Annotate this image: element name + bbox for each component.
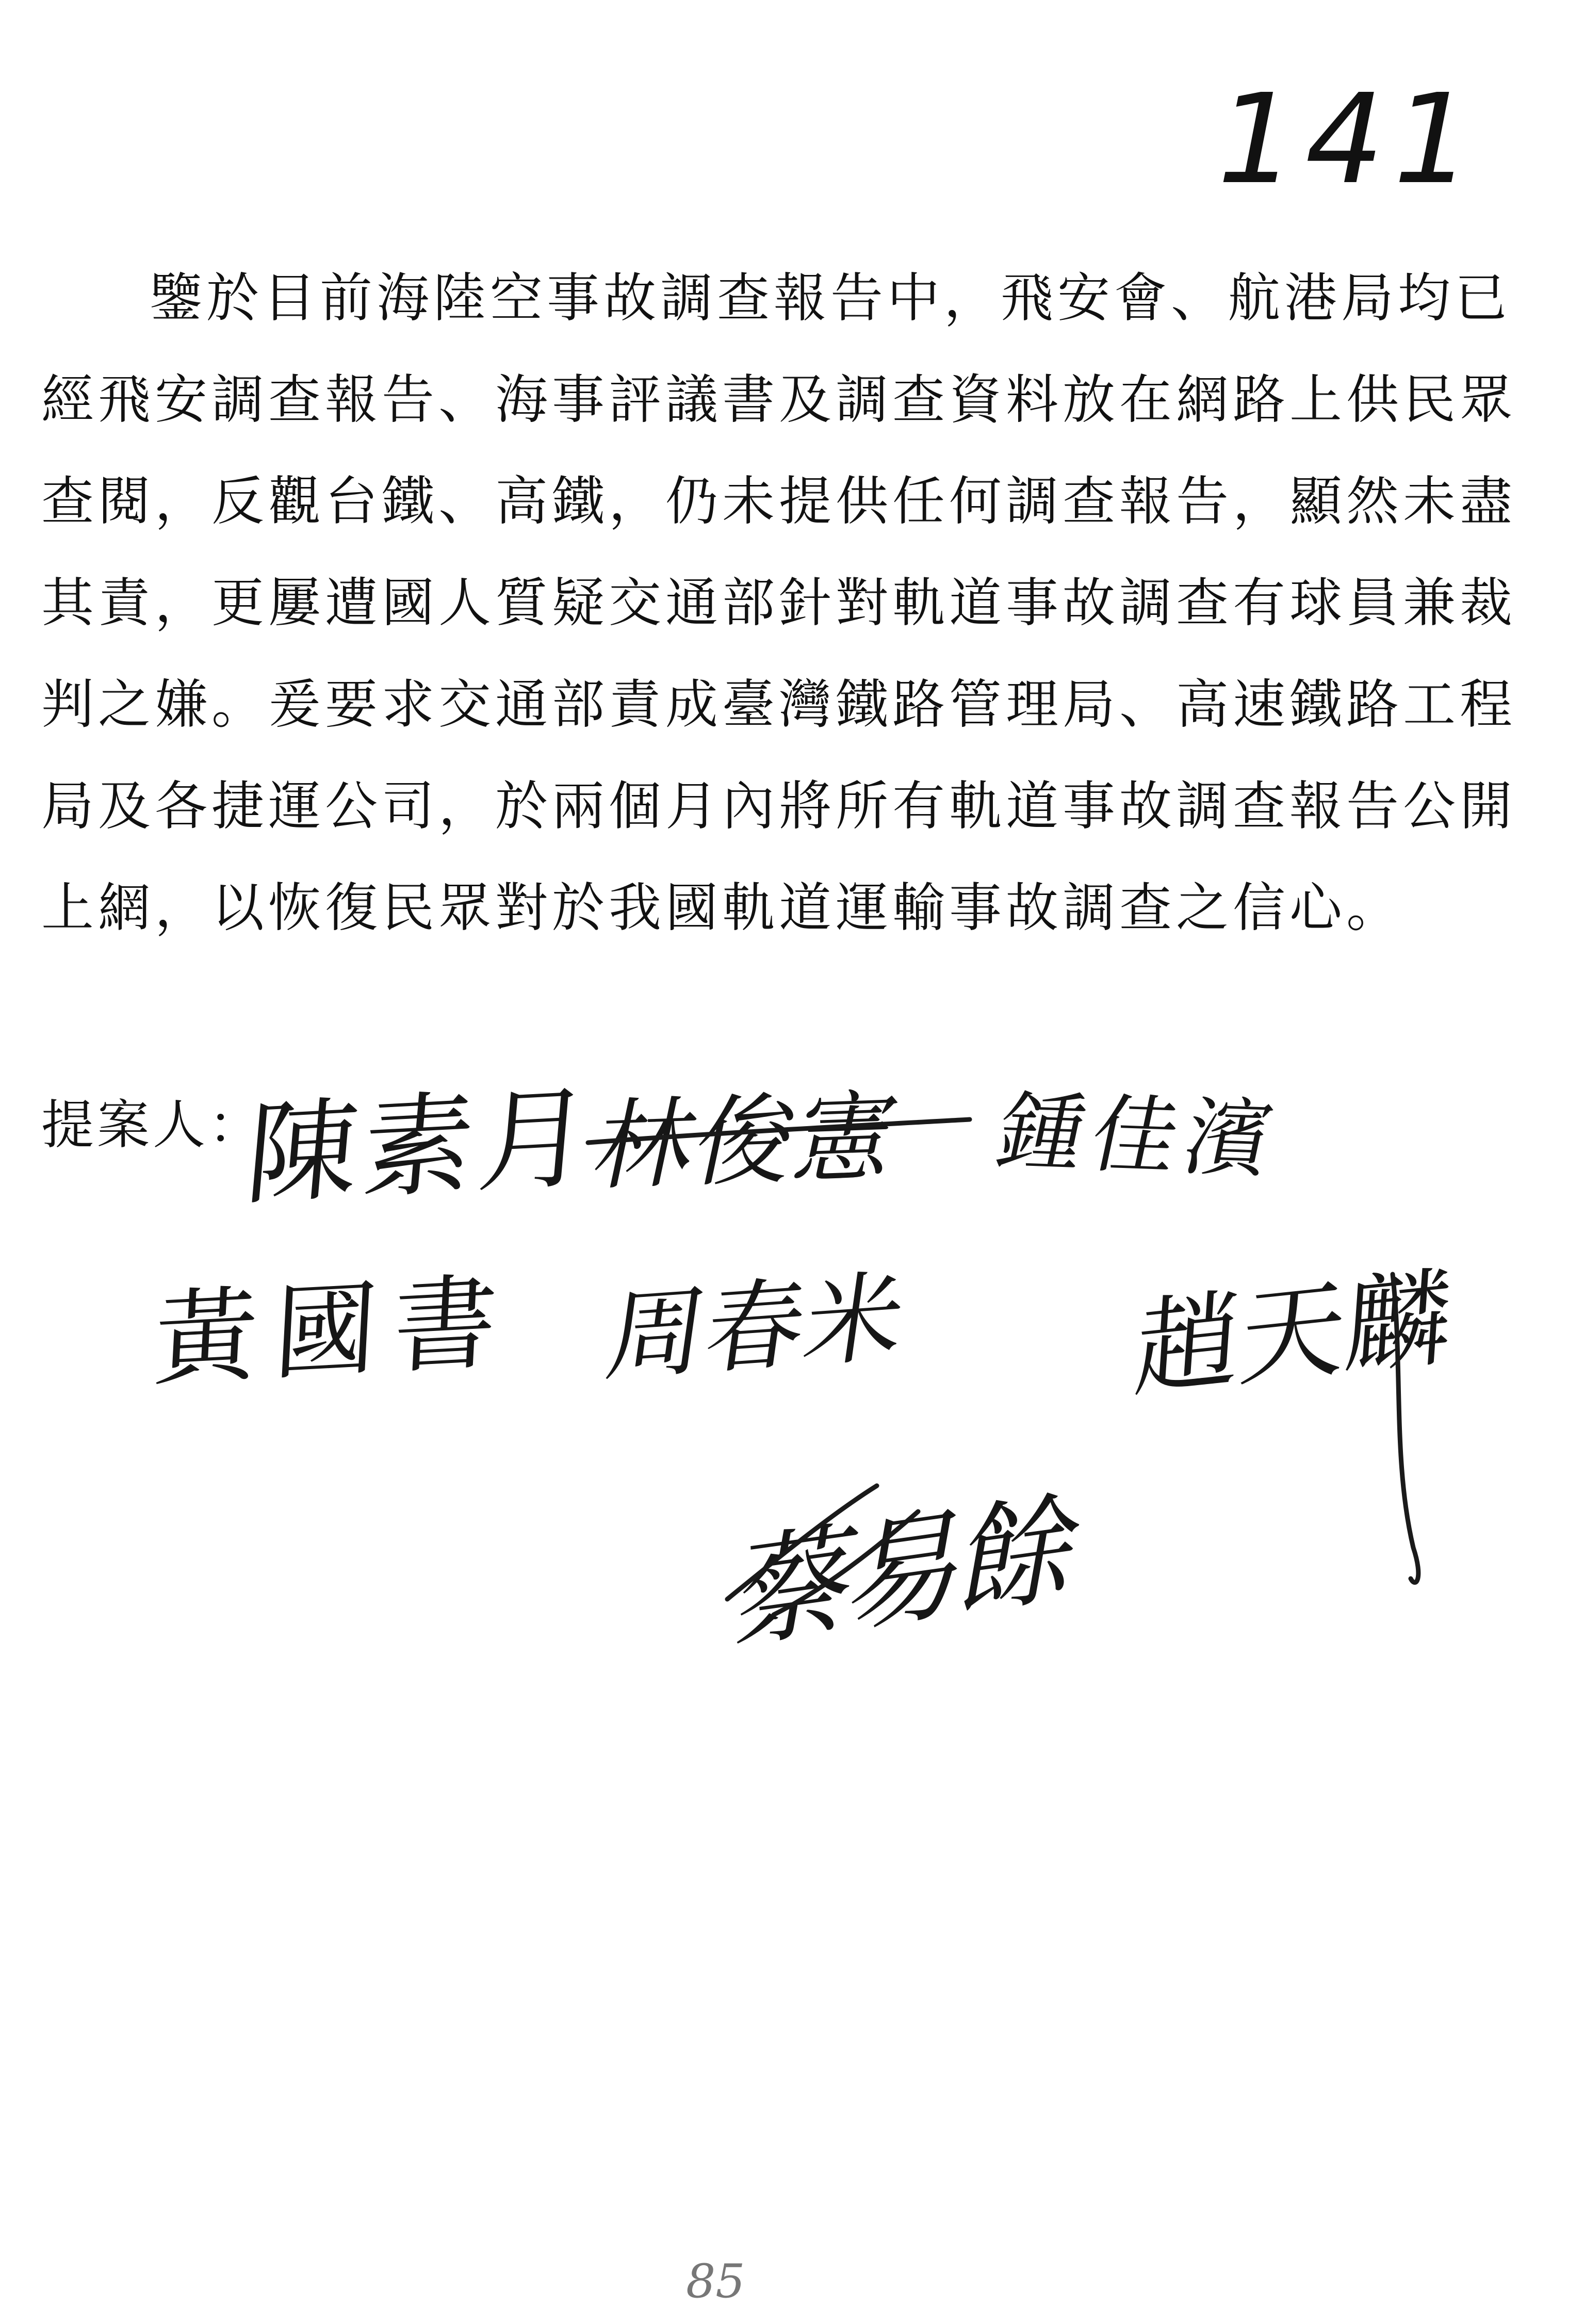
signature-7: 蔡易餘 bbox=[725, 1477, 1087, 1667]
signature-3: 鍾佳濱 bbox=[989, 1082, 1290, 1190]
signature-1: 陳素月 bbox=[241, 1071, 601, 1221]
body-line: 上網，以恢復民眾對於我國軌道運輸事故調查之信心。 bbox=[41, 877, 1403, 939]
signature-4: 黃國書 bbox=[151, 1261, 516, 1401]
proposal-body-text bbox=[41, 248, 1516, 959]
signature-2: 林俊憲 bbox=[584, 1079, 909, 1205]
body-line: 其責，更屢遭國人質疑交通部針對軌道事故調查有球員兼裁 bbox=[41, 573, 1516, 634]
body-line: 經飛安調查報告、海事評議書及調查資料放在網路上供民眾 bbox=[41, 369, 1516, 431]
footer-page-number: 85 bbox=[686, 2254, 745, 2309]
body-line: 判之嫌。爰要求交通部責成臺灣鐵路管理局、高速鐵路工程 bbox=[41, 674, 1516, 736]
handwritten-page-number: 141 bbox=[1217, 67, 1482, 212]
body-line: 查閱，反觀台鐵、高鐵，仍未提供任何調查報告，顯然未盡 bbox=[41, 471, 1516, 532]
signature-6: 趙天麟 bbox=[1130, 1255, 1455, 1413]
signature-5: 周春米 bbox=[599, 1259, 912, 1395]
proposer-label: 提案人： bbox=[41, 1095, 264, 1156]
body-line: 局及各捷運公司，於兩個月內將所有軌道事故調查報告公開 bbox=[41, 776, 1516, 837]
body-line: 鑒於目前海陸空事故調查報告中，飛安會、航港局均已 bbox=[150, 268, 1511, 329]
